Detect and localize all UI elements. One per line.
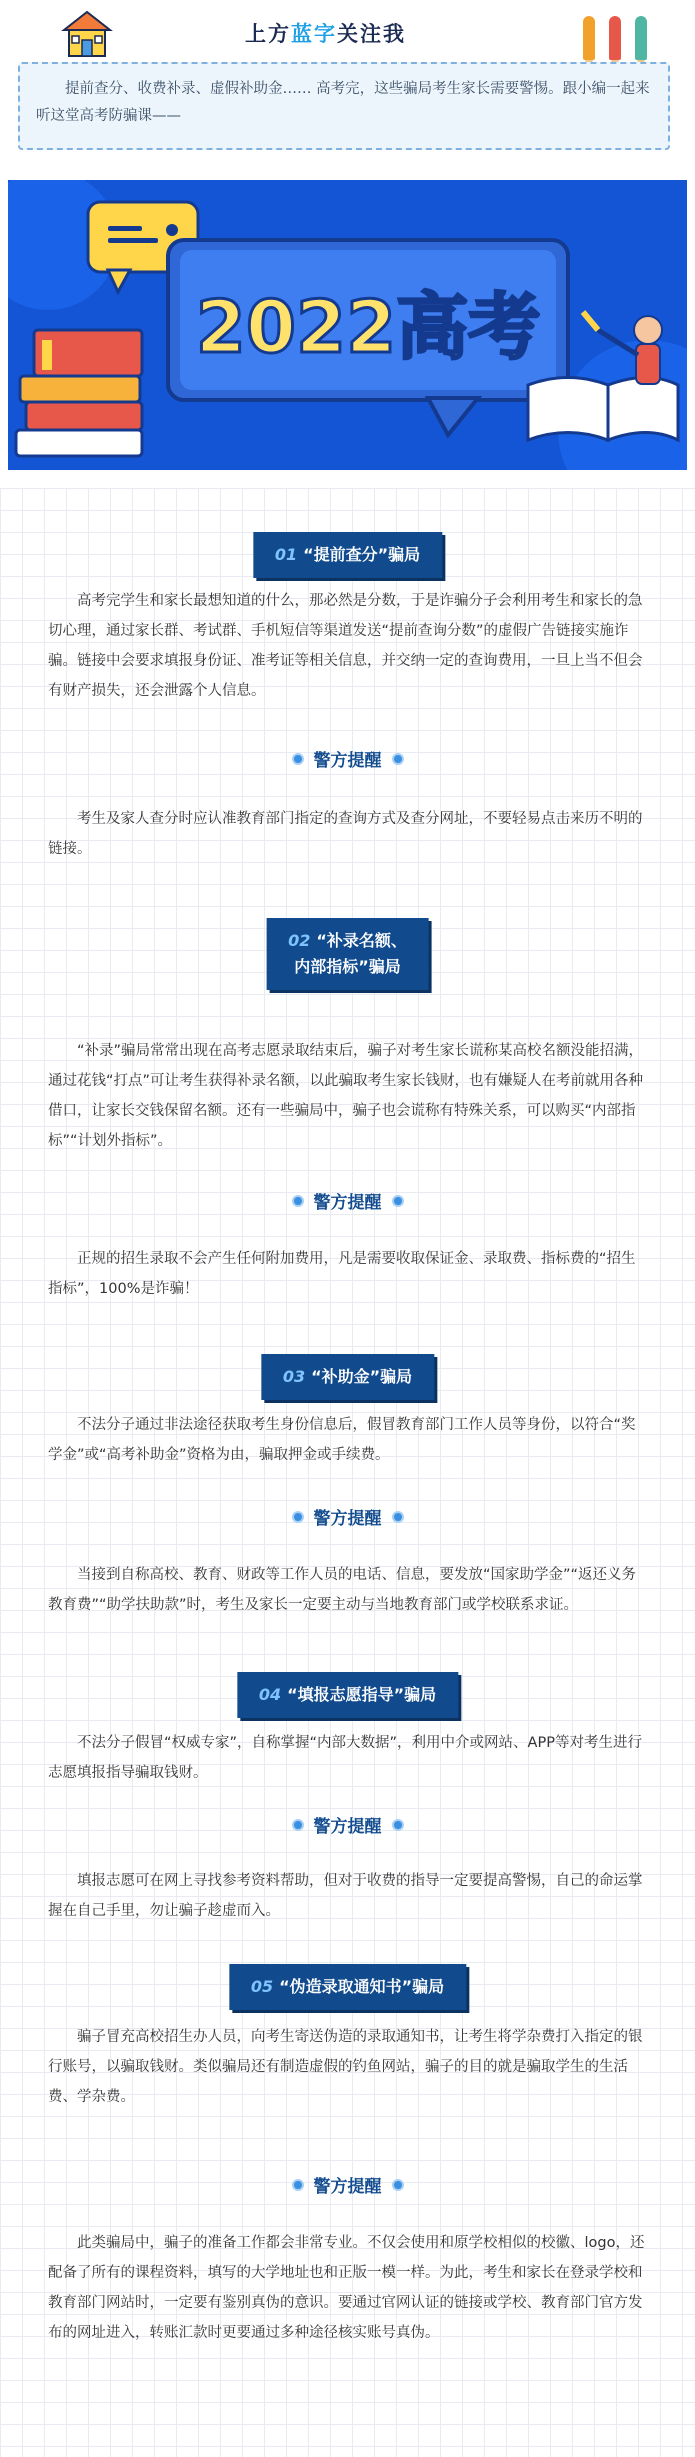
section-body-03: 不法分子通过非法途径获取考生身份信息后，假冒教育部门工作人员等身份，以符合“奖学金”或“高考补助金”资格为由，骗取押金或手续费。 bbox=[48, 1417, 636, 1463]
dot-icon bbox=[292, 2179, 304, 2191]
police-alert-text-05: 此类骗局中，骗子的准备工作都会非常专业。不仅会使用和原学校相似的校徽、logo，还配备了所有的课程资料，填写的大学地址也和正版一模一样。为此，考生和家长在登录学校和教育部门网站时，一定要有鉴别真伪的意识。要通过官网认证的链接或学校、教育部门官方发布的网址进入，转账汇款时更要通过多种途径核实账号真伪。 bbox=[48, 2235, 645, 2341]
police-alert-header-03: 警方提醒 bbox=[292, 1504, 404, 1529]
dot-icon bbox=[392, 1511, 404, 1523]
top-header bbox=[0, 0, 695, 172]
dot-icon bbox=[292, 1511, 304, 1523]
dot-icon bbox=[392, 1819, 404, 1831]
intro-box: 提前查分、收费补录、虚假补助金…… 高考完，这些骗局考生家长需要警惕。跟小编一起来听这堂高考防骗课—— bbox=[18, 62, 670, 150]
pencil-icon bbox=[609, 16, 621, 60]
dot-icon bbox=[392, 753, 404, 765]
pencil-decoration bbox=[583, 16, 647, 60]
pencil-icon bbox=[635, 16, 647, 60]
police-alert-header-05: 警方提醒 bbox=[292, 2172, 404, 2197]
dot-icon bbox=[292, 1195, 304, 1207]
dot-icon bbox=[292, 753, 304, 765]
content-area bbox=[0, 488, 695, 2457]
hero-headline: 2022高考 bbox=[195, 285, 541, 369]
section-title-02: 02 “补录名额、 内部指标”骗局 bbox=[266, 918, 429, 990]
section-title-05: 05 “伪造录取通知书”骗局 bbox=[229, 1964, 466, 2010]
house-icon bbox=[60, 8, 114, 58]
dot-icon bbox=[392, 1195, 404, 1207]
section-body-05: 骗子冒充高校招生办人员，向考生寄送伪造的录取通知书，让考生将学杂费打入指定的银行账号，以骗取钱财。类似骗局还有制造虚假的钓鱼网站，骗子的目的就是骗取学生的生活费、学杂费。 bbox=[48, 2029, 643, 2105]
police-alert-header-04: 警方提醒 bbox=[292, 1812, 404, 1837]
dot-icon bbox=[292, 1819, 304, 1831]
section-title-01: 01 “提前查分”骗局 bbox=[253, 532, 442, 578]
hero-banner bbox=[8, 180, 687, 470]
hero-illustration bbox=[8, 180, 687, 470]
police-alert-text-03: 当接到自称高校、教育、财政等工作人员的电话、信息，要发放“国家助学金”“返还义务教育费”“助学扶助款”时，考生及家长一定要主动与当地教育部门或学校联系求证。 bbox=[48, 1567, 637, 1613]
section-title-04: 04 “填报志愿指导”骗局 bbox=[237, 1672, 458, 1718]
title-sign bbox=[168, 240, 568, 435]
follow-banner-title: 上方蓝字关注我 bbox=[245, 22, 406, 46]
section-body-04: 不法分子假冒“权威专家”，自称掌握“内部大数据”，利用中介或网站、APP等对考生进行志愿填报指导骗取钱财。 bbox=[48, 1735, 642, 1781]
police-alert-text-01: 考生及家人查分时应认准教育部门指定的查询方式及查分网址，不要轻易点击来历不明的链接。 bbox=[48, 811, 643, 857]
books-icon bbox=[16, 330, 142, 456]
police-alert-text-04: 填报志愿可在网上寻找参考资料帮助，但对于收费的指导一定要提高警惕，自己的命运掌握在自己手里，勿让骗子趁虚而入。 bbox=[48, 1873, 643, 1919]
police-alert-header-01: 警方提醒 bbox=[292, 746, 404, 771]
section-body-01: 高考完学生和家长最想知道的什么，那必然是分数，于是诈骗分子会利用考生和家长的急切心理，通过家长群、考试群、手机短信等渠道发送“提前查询分数”的虚假广告链接实施诈骗。链接中会要求填报身份证、准考证等相关信息，并交纳一定的查询费用，一旦上当不但会有财产损失，还会泄露个人信息。 bbox=[48, 593, 643, 699]
police-alert-text-02: 正规的招生录取不会产生任何附加费用，凡是需要收取保证金、录取费、指标费的“招生指标”，100%是诈骗！ bbox=[48, 1251, 636, 1297]
section-title-03: 03 “补助金”骗局 bbox=[261, 1354, 434, 1400]
pencil-icon bbox=[583, 16, 595, 60]
police-alert-header-02: 警方提醒 bbox=[292, 1188, 404, 1213]
dot-icon bbox=[392, 2179, 404, 2191]
section-body-02: “补录”骗局常常出现在高考志愿录取结束后，骗子对考生家长谎称某高校名额没能招满，通过花钱“打点”可让考生获得补录名额，以此骗取考生家长钱财，也有嫌疑人在考前就用各种借口，让家长交钱保留名额。还有一些骗局中，骗子也会谎称有特殊关系，可以购买“内部指标”“计划外指标”。 bbox=[48, 1043, 644, 1149]
